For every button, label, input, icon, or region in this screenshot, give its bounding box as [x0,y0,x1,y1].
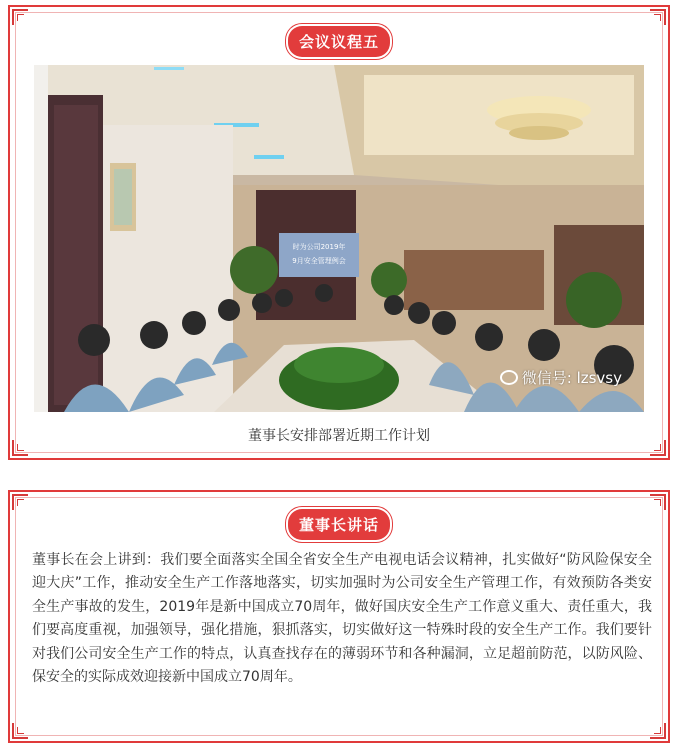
corner-ornament [650,494,666,510]
screen-text-line1: 时为公司2019年 [292,243,346,251]
section-title-badge: 会议议程五 [288,26,390,57]
agenda-section-panel [8,5,670,460]
section-title-badge: 董事长讲话 [288,509,390,540]
speech-paragraph: 董事长在会上讲到：我们要全面落实全国全省安全生产电视电话会议精神，扎实做好“防风险保安全迎大庆”工作，推动安全生产工作落地落实，切实加强时为公司安全生产管理工作，有效预防各类安全生产事故的发生，2019年是新中国成立70周年，做好国庆安全生产工作意义重大、责任重大，我们要高度重视，加强领导，强化措施，狠抓落实，切实做好这一特殊时段的安全生产工作。我们要针对我们公司安全生产工作的特点，认真查找存在的薄弱环节和各种漏洞，立足超前防范，以防风险、保安全的实际成效迎接新中国成立70周年。 [32,552,652,686]
speech-section-panel [8,490,670,743]
corner-ornament [650,723,666,739]
wechat-watermark [500,367,622,388]
corner-ornament [12,494,28,510]
meeting-photo-illustration [34,65,644,412]
wechat-icon [500,370,518,385]
corner-ornament [12,723,28,739]
corner-ornament [650,9,666,25]
watermark-text: 微信号: lzsvsy [521,369,622,387]
photo-caption: 董事长安排部署近期工作计划 [248,428,430,444]
screen-text-line2: 9月安全管理例会 [292,257,346,265]
corner-ornament [12,9,28,25]
meeting-photo [34,65,644,412]
